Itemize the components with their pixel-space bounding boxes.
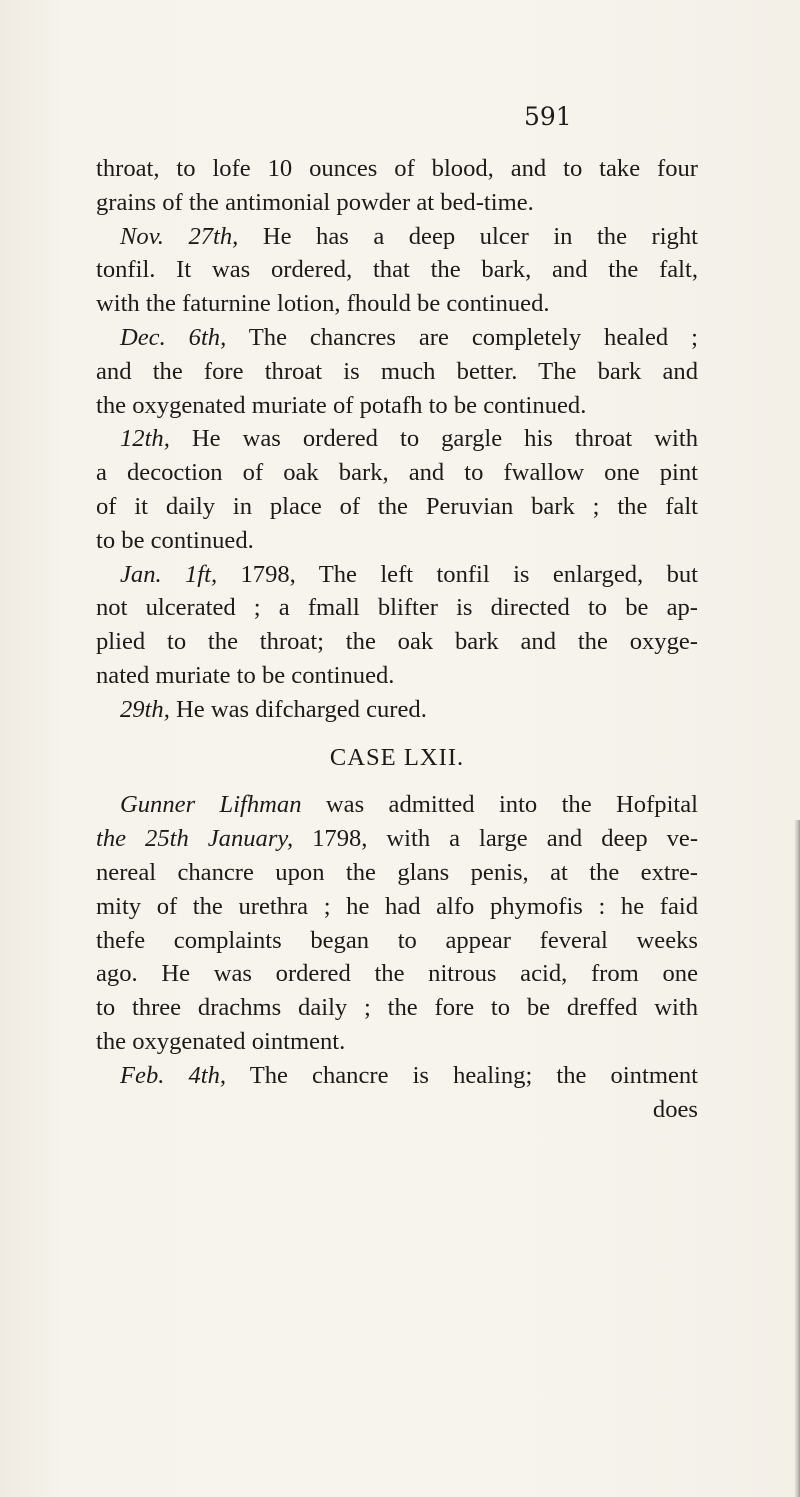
text-line <box>96 524 698 558</box>
italic-text: Nov. 27th, <box>120 222 239 250</box>
text-line <box>96 1093 698 1127</box>
text-line <box>96 788 698 822</box>
text-run: of it daily in place of the Peruvian bark ; the falt <box>96 492 698 520</box>
text-line <box>96 389 698 423</box>
text-run: with the faturnine lotion, fhould be continued. <box>96 290 550 318</box>
text-run: was admitted into the Hofpital <box>301 791 698 819</box>
page-edge-shadow <box>794 820 800 1497</box>
text-run: tonfil. It was ordered, that the bark, and the falt, <box>96 256 698 284</box>
text-run: 1798, with a large and deep ve- <box>293 825 698 853</box>
text-run: CASE LXII. <box>329 743 465 771</box>
italic-text: 12th, <box>120 425 170 453</box>
text-run: The chancres are completely healed ; <box>226 323 698 351</box>
text-line <box>96 856 698 890</box>
text-line <box>96 321 698 355</box>
page-number: 591 <box>524 102 572 131</box>
text-line <box>96 422 698 456</box>
text-line <box>96 1059 698 1093</box>
text-run: does <box>652 1095 698 1123</box>
text-run: He was difcharged cured. <box>169 695 427 723</box>
italic-text: 29th, <box>120 695 170 723</box>
text-run: and the fore throat is much better. The bark and <box>96 357 698 385</box>
italic-text: Feb. 4th, <box>120 1061 227 1089</box>
page-body-text <box>96 152 698 1126</box>
text-line <box>96 287 698 321</box>
text-line <box>96 659 698 693</box>
text-run: a decoction of oak bark, and to fwallow one pint <box>96 459 698 487</box>
italic-text: Gunner Lifhman <box>120 791 302 819</box>
text-run: The chancre is healing; the ointment <box>226 1061 698 1089</box>
text-line <box>96 558 698 592</box>
text-run: the oxygenated ointment. <box>96 1027 346 1055</box>
text-run: thefe complaints began to appear feveral weeks <box>96 926 698 954</box>
text-run: throat, to lofe 10 ounces of blood, and to take four <box>96 155 698 182</box>
text-run: the oxygenated muriate of potafh to be continued. <box>96 391 587 419</box>
text-line <box>96 253 698 287</box>
italic-text: the 25th January, <box>96 825 294 853</box>
text-line <box>96 693 698 727</box>
text-line <box>96 924 698 958</box>
text-line <box>96 220 698 254</box>
text-run: grains of the antimonial powder at bed-time. <box>96 188 534 216</box>
text-line <box>96 490 698 524</box>
text-line <box>96 1025 698 1059</box>
text-run: to be continued. <box>96 526 254 554</box>
text-line <box>96 152 698 186</box>
text-line <box>96 355 698 389</box>
text-line <box>96 456 698 490</box>
case-heading <box>96 741 698 775</box>
text-run: nereal chancre upon the glans penis, at the extre- <box>96 858 698 886</box>
text-line <box>96 625 698 659</box>
text-run: He has a deep ulcer in the right <box>238 222 698 250</box>
text-line <box>96 991 698 1025</box>
text-line <box>96 822 698 856</box>
text-run: ago. He was ordered the nitrous acid, from one <box>96 960 698 988</box>
text-line <box>96 591 698 625</box>
italic-text: Jan. 1ft, <box>120 560 218 588</box>
text-run: 1798, The left tonfil is enlarged, but <box>217 560 698 588</box>
text-run: not ulcerated ; a fmall blifter is directed to be ap- <box>96 594 698 622</box>
text-line <box>96 186 698 220</box>
text-run: nated muriate to be continued. <box>96 661 395 689</box>
text-run: to three drachms daily ; the fore to be dreffed with <box>96 994 698 1022</box>
italic-text: Dec. 6th, <box>120 323 227 351</box>
text-line <box>96 890 698 924</box>
text-line <box>96 957 698 991</box>
text-run: He was ordered to gargle his throat with <box>169 425 698 453</box>
text-run: plied to the throat; the oak bark and the oxyge- <box>96 628 698 656</box>
text-run: mity of the urethra ; he had alfo phymofis : he faid <box>96 892 698 920</box>
